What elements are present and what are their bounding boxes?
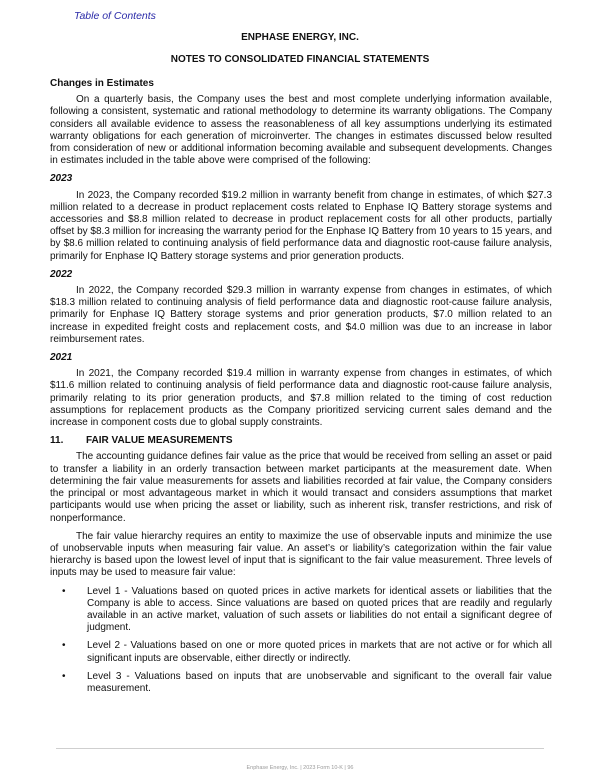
fair-value-paragraph-2: The fair value hierarchy requires an entity to maximize the use of observable inputs and minimize the use of unobservable inputs when measuring fair value. An asset’s or liability’s categorization within the fair value hierarchy is based upon the lowest level of input that is significant to the fair value measurement. Three levels of inputs may be used to measure fair value:	[50, 530, 552, 579]
bullet-icon: •	[62, 670, 66, 682]
bullet-icon: •	[62, 640, 66, 652]
company-name: ENPHASE ENERGY, INC.	[241, 32, 359, 43]
changes-in-estimates-heading: Changes in Estimates	[50, 78, 154, 89]
year-paragraph-2022: In 2022, the Company recorded $29.3 million in warranty expense from changes in estimates, of which $18.3 million related to continuing analysis of field performance data and diagnostic root-cause failure analysis, primarily for Enphase IQ Battery storage systems and prior generation products, $7.0 million related to an increase in expedited freight costs and replacement costs, and $4.0 million was due to an increase in labor reimbursement rates.	[50, 285, 552, 345]
level-3-text: Level 3 - Valuations based on inputs that are unobservable and significant to the overall fair value measurement.	[87, 670, 552, 694]
fair-value-section-heading	[50, 435, 552, 447]
fair-value-paragraph-1: The accounting guidance defines fair value as the price that would be received from selling an asset or paid to transfer a liability in an orderly transaction between market participants at the measurement date. When determining the fair value measurements for assets and liabilities recorded at fair value, the Company considers the principal or most advantageous market in which it would transact and considers assumptions that market participants would use when pricing the asset or liability, such as inherent risk, transfer restrictions, and risk of nonperformance.	[50, 451, 552, 524]
list-item	[50, 640, 552, 664]
year-heading-2021: 2021	[50, 352, 73, 364]
fair-value-levels-list	[50, 586, 552, 696]
table-of-contents-link[interactable]: Table of Contents	[74, 10, 156, 22]
section-title: FAIR VALUE MEASUREMENTS	[86, 435, 233, 447]
section-number: 11.	[50, 435, 64, 447]
bullet-icon: •	[62, 585, 66, 597]
level-1-text: Level 1 - Valuations based on quoted prices in active markets for identical assets or liabilities that the Company is able to access. Since valuations are based on quoted prices that are readily and regularly available in an active market, valuation of such assets or liabilities do not entail a significant degree of judgment.	[87, 585, 552, 634]
page-footer: Enphase Energy, Inc. | 2023 Form 10-K | 96	[246, 765, 354, 771]
changes-in-estimates-intro: On a quarterly basis, the Company uses the best and most complete underlying information available, following a consistent, systematic and rational methodology to determine its warranty obligations. The Company considers all available evidence to assess the reasonableness of all key assumptions underlying its estimated warranty obligations for each generation of microinverter. The changes in estimates discussed below resulted from consideration of new or additional information becoming available and subsequent developments. Changes in estimates included in the table above were comprised of the following:	[50, 94, 552, 167]
list-item	[50, 586, 552, 635]
page-title: NOTES TO CONSOLIDATED FINANCIAL STATEMENTS	[170, 54, 430, 65]
level-2-text: Level 2 - Valuations based on one or more quoted prices in markets that are not active or for which all significant inputs are observable, either directly or indirectly.	[87, 640, 552, 664]
year-paragraph-2023: In 2023, the Company recorded $19.2 million in warranty benefit from change in estimates, of which $27.3 million related to a decrease in product replacement costs related to Enphase IQ Battery storage systems and accessories and $8.8 million related to decrease in product replacement costs for all other products, partially offset by $8.3 million for increasing the warranty period for the Enphase IQ Battery from 10 years to 15 years, and by $8.6 million related to continuing analysis of field performance data and diagnostic root-cause failure analysis, primarily for Enphase IQ Battery storage systems and prior generation products.	[50, 189, 552, 262]
year-heading-2022: 2022	[50, 268, 73, 280]
year-paragraph-2021: In 2021, the Company recorded $19.4 million in warranty expense from changes in estimates, of which $11.6 million related to continuing analysis of field performance data and diagnostic root-cause failure analysis, primarily relating to its prior generation products, and $7.8 million related to the timing of cost reduction assumptions for replacement products as the Company prioritized servicing current sales demand and the increase in component costs due to global supply constraints.	[50, 368, 552, 429]
document-body	[50, 78, 552, 701]
footer-divider	[56, 748, 544, 749]
year-heading-2023: 2023	[50, 173, 73, 185]
list-item	[50, 671, 552, 695]
